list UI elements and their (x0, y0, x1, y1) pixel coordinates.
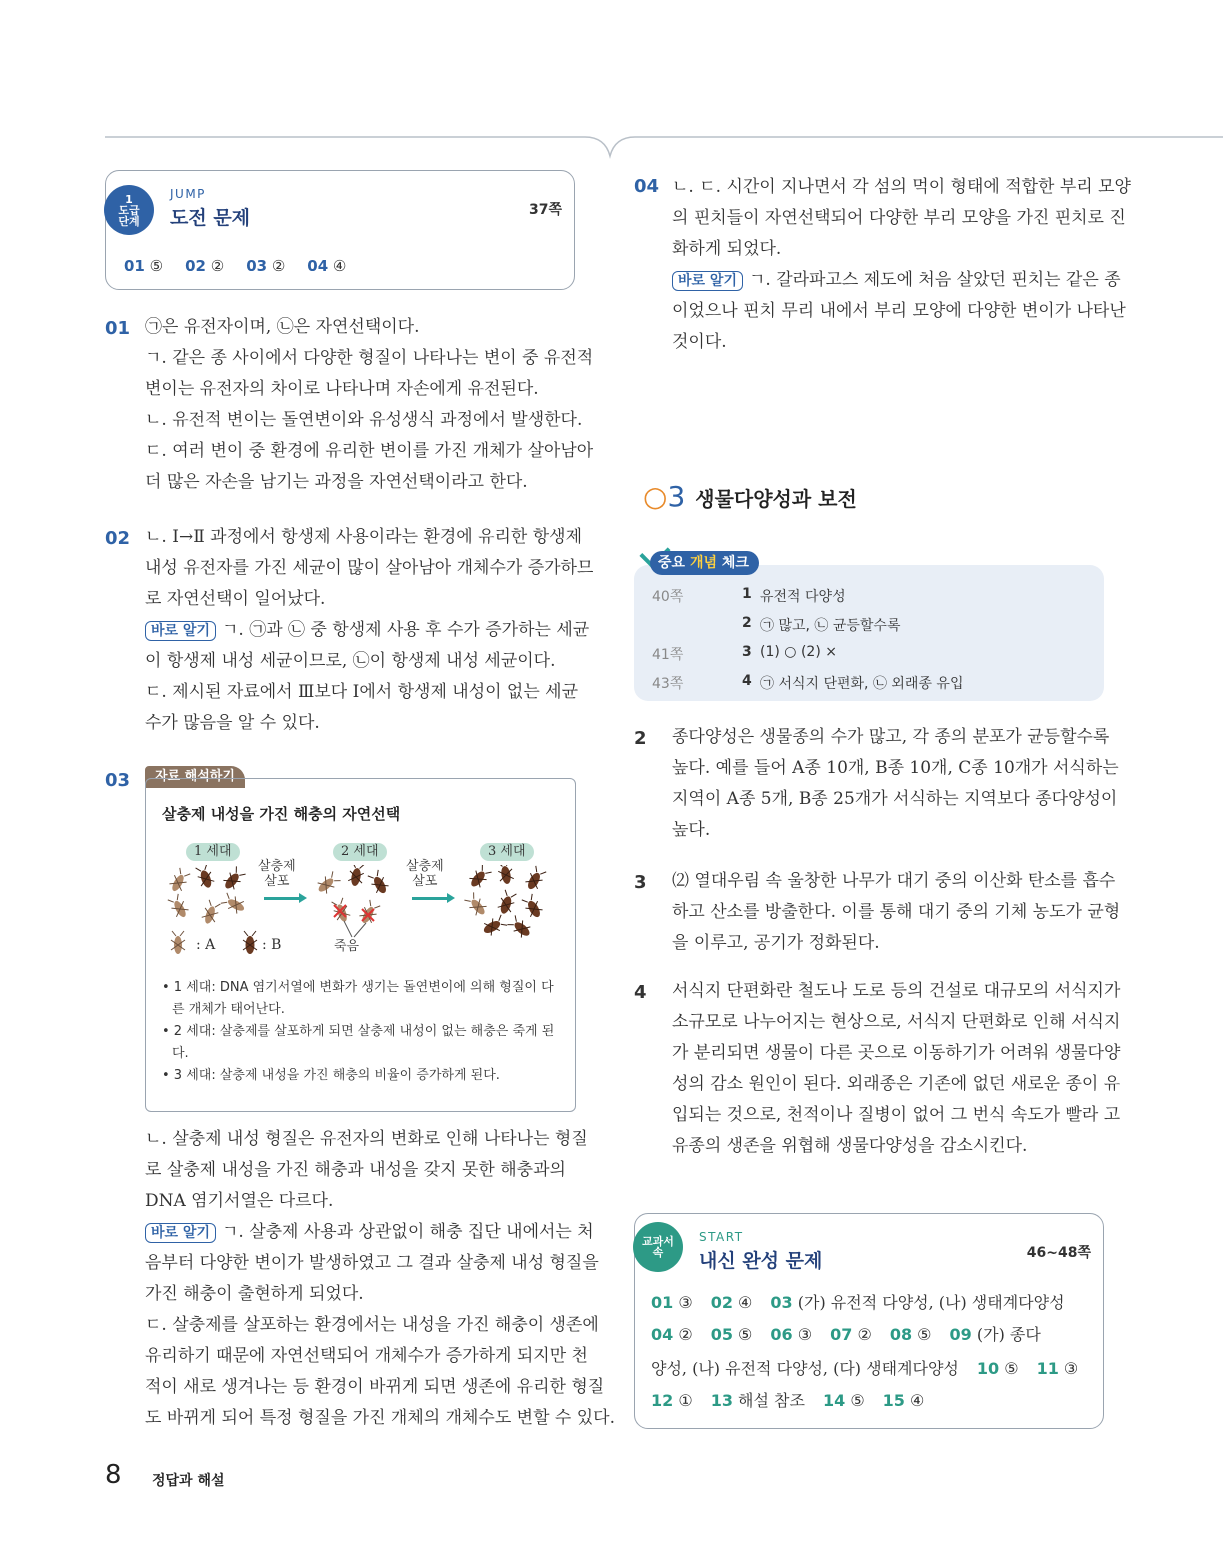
text-line: ㄷ. 여러 변이 중 환경에 유리한 변이를 가진 개체가 살아남아 (145, 441, 594, 461)
text-span: 적이 새로 생겨나는 등 환경이 바뀌게 되면 생존에 유리한 형질 (145, 1377, 605, 1397)
answer-value: ② (673, 1325, 693, 1344)
explanation-2 (672, 722, 1119, 846)
answer-number: 12 (651, 1391, 674, 1410)
top-divider (105, 136, 1223, 138)
text-line (145, 708, 577, 739)
concept-check-tag: 중요 개념 체크 (650, 551, 759, 575)
answer-number: 04 (307, 257, 329, 275)
text-line: ㉠은 유전자이며, ㉡은 자연선택이다. (145, 317, 420, 337)
text-line: 입되는 것으로, 천적이나 질병이 없어 그 번식 속도가 빨라 고 (672, 1105, 1121, 1125)
question-number: 3 (634, 872, 647, 893)
concept-row (652, 644, 1092, 664)
text-line: 성의 감소 원인이 된다. 외래종은 기존에 없던 새로운 종이 유 (672, 1074, 1121, 1094)
text-line: ㄴ. 살충제 내성 형질은 유전자의 변화로 인해 나타나는 형질 (145, 1129, 588, 1149)
answer-number: 04 (651, 1325, 674, 1344)
correction-tag: 바로 알기 (145, 621, 216, 641)
answer-row (651, 1356, 1096, 1379)
answer-value: 양성, (나) 유전적 다양성, (다) 생태계다양성 (651, 1359, 959, 1378)
text-line (145, 1310, 599, 1341)
concept-row (652, 586, 1092, 606)
answer-item (711, 1391, 805, 1410)
answer-value: ② (267, 257, 286, 275)
text-span: 이었으나 핀치 무리 내에서 부리 모양에 다양한 변이가 나타난 (672, 301, 1126, 321)
answer-item (651, 1359, 959, 1378)
answer-number: 11 (1036, 1359, 1059, 1378)
text-line: 로 살충제 내성을 가진 해충과 내성을 갖지 못한 해충과의 (145, 1160, 566, 1180)
text-span: 것이다. (672, 332, 727, 352)
text-line: DNA 염기서열은 다르다. (145, 1191, 334, 1211)
text-line: ㄴ. ㄷ. 시간이 지나면서 각 섬의 먹이 형태에 적합한 부리 모양 (672, 177, 1131, 197)
answer-value: ⑤ (732, 1325, 753, 1344)
text-line (145, 1341, 588, 1372)
text-span: 유리하기 때문에 자연선택되어 개체수가 증가하게 되지만 천 (145, 1346, 588, 1366)
question-number: 02 (105, 528, 131, 549)
data-analysis-box (145, 778, 576, 1112)
text-line (672, 265, 1121, 296)
correction-tag: 바로 알기 (145, 1223, 216, 1243)
answer-value: (가) 종다 (971, 1325, 1041, 1344)
text-line: 로 자연선택이 일어났다. (145, 589, 326, 609)
box-subtitle: JUMP (170, 187, 206, 201)
answer-number: 02 (185, 257, 206, 275)
page-reference: 37쪽 (528, 202, 562, 218)
text-line: 높다. 예를 들어 A종 10개, B종 10개, C종 10개가 서식하는 (672, 758, 1119, 778)
concept-number: 1 (742, 586, 752, 602)
answer-item (185, 257, 224, 275)
text-line: 종다양성은 생물종의 수가 많고, 각 종의 분포가 균등할수록 (672, 727, 1110, 747)
answer-value: ③ (1058, 1359, 1079, 1378)
text-line: 내성 유전자를 가진 세균이 많이 살아남아 개체수가 증가하므 (145, 558, 594, 578)
answer-value: ⑤ (999, 1359, 1019, 1378)
text-line (672, 296, 1126, 327)
text-line: 서식지 단편화란 철도나 도로 등의 건설로 대규모의 서식지가 (672, 981, 1121, 1001)
text-line: 더 많은 자손을 남기는 과정을 자연선택이라고 한다. (145, 472, 528, 492)
text-span: ㄱ. 갈라파고스 제도에 처음 살았던 핀치는 같은 종 (748, 270, 1121, 290)
text-line: 높다. (672, 820, 711, 840)
concept-number: 4 (742, 673, 752, 689)
answer-item (124, 257, 163, 275)
text-span: 가진 해충이 출현하게 되었다. (145, 1284, 364, 1304)
answer-number: 08 (889, 1325, 913, 1344)
concept-number: 2 (742, 615, 752, 631)
text-span: ㄱ. 살충제 사용과 상관없이 해충 집단 내에서는 처 (221, 1222, 594, 1242)
text-line: 을 이루고, 공기가 정화된다. (672, 933, 880, 953)
answer-number: 01 (651, 1293, 674, 1312)
answer-item (651, 1293, 693, 1312)
explanation-q01 (145, 312, 594, 498)
answer-item (770, 1325, 812, 1344)
answer-item (307, 257, 346, 275)
start-box (634, 1213, 1104, 1429)
text-line: 지역이 A종 5개, B종 25개가 서식하는 지역보다 종다양성이 (672, 789, 1118, 809)
text-span: ㄷ. 제시된 자료에서 Ⅲ보다 Ⅰ에서 항생제 내성이 없는 세균 (145, 682, 579, 702)
answer-number: 05 (710, 1325, 733, 1344)
answer-item (890, 1325, 932, 1344)
explanation-4 (672, 976, 1121, 1162)
answer-item (246, 257, 285, 275)
explanation-q04 (672, 172, 1131, 358)
text-line: 의 핀치들이 자연선택되어 다양한 부리 모양을 가진 핀치로 진 (672, 208, 1126, 228)
answer-row (651, 1290, 1083, 1313)
answer-item (651, 1325, 693, 1344)
concept-value: ㉠ 많고, ㉡ 균등할수록 (760, 618, 901, 634)
spray-label: 살충제 살포 (406, 859, 444, 889)
legend-b: : B (262, 937, 282, 953)
data-analysis-tab: 자료 해석하기 (145, 766, 245, 788)
answer-item (711, 1293, 753, 1312)
explanation-3 (672, 866, 1121, 959)
text-line: 유종의 생존을 위협해 생물다양성을 감소시킨다. (672, 1136, 1028, 1156)
concept-value: (1) ○ (2) × (760, 644, 837, 660)
page-number: 8 (105, 1460, 122, 1490)
answer-number: 13 (710, 1391, 733, 1410)
concept-value: ㉠ 서식지 단편화, ㉡ 외래종 유입 (760, 676, 964, 692)
answer-value: ⑤ (845, 1391, 865, 1410)
text-span: 도 바뀌게 되어 특정 형질을 가진 개체의 개체수도 변할 수 있다. (145, 1408, 615, 1428)
question-number: 4 (634, 982, 647, 1003)
jump-challenge-box (105, 170, 575, 290)
insect-illustration (166, 865, 556, 955)
text-line (145, 1217, 594, 1248)
generation-3-label: 3 세대 (480, 843, 534, 861)
answer-item (651, 1391, 693, 1410)
answer-row (124, 257, 368, 275)
page-ref: 43쪽 (652, 676, 684, 692)
text-line: 가 분리되면 생물이 다른 곳으로 이동하기가 어려워 생물다양 (672, 1043, 1121, 1063)
answer-row (651, 1388, 942, 1411)
answer-number: 10 (976, 1359, 1000, 1378)
answer-number: 14 (822, 1391, 846, 1410)
generation-1-label: 1 세대 (186, 843, 240, 861)
footer-label: 정답과 해설 (152, 1473, 225, 1489)
box-title: 도전 문제 (170, 207, 251, 229)
text-line: 변이는 유전자의 차이로 나타나며 자손에게 유전된다. (145, 379, 539, 399)
page-ref: 40쪽 (652, 589, 684, 605)
bullet-item: • 3 세대: 살충제 내성을 가진 해충의 비율이 증가하게 된다. (162, 1068, 500, 1083)
correction-tag: 바로 알기 (672, 271, 743, 291)
answer-item (770, 1293, 1064, 1312)
answer-number: 07 (830, 1325, 853, 1344)
answer-value: ④ (328, 257, 347, 275)
text-line: ㄱ. 같은 종 사이에서 다양한 형질이 나타나는 변이 중 유전적 (145, 348, 594, 368)
page-ref: 41쪽 (652, 647, 684, 663)
concept-value: 유전적 다양성 (760, 589, 846, 605)
text-line: 소규모로 나누어지는 현상으로, 서식지 단편화로 인해 서식지 (672, 1012, 1121, 1032)
concept-row (652, 673, 1092, 693)
generation-2-label: 2 세대 (333, 843, 387, 861)
text-line (145, 1403, 615, 1434)
box-subtitle: START (699, 1230, 744, 1244)
answer-value: ① (673, 1391, 693, 1410)
answer-number: 01 (124, 257, 145, 275)
answer-value: ② (852, 1325, 872, 1344)
section-heading: ○3 생물다양성과 보전 (643, 480, 857, 513)
bullet-item: • 2 세대: 살충제를 살포하게 되면 살충제 내성이 없는 해충은 죽게 된다. (162, 1024, 555, 1061)
text-line: 화하게 되었다. (672, 239, 782, 259)
answer-row (651, 1322, 1059, 1345)
concept-number: 3 (742, 644, 752, 660)
text-line (672, 327, 1106, 358)
spray-label: 살충제 살포 (258, 859, 296, 889)
page-reference: 46~48쪽 (1026, 1245, 1091, 1261)
text-line: 하고 산소를 방출한다. 이를 통해 대기 중의 기체 농도가 균형 (672, 902, 1121, 922)
text-span: ㄱ. ㉠과 ㉡ 중 항생제 사용 후 수가 증가하는 세균 (221, 620, 590, 640)
answer-item (823, 1391, 865, 1410)
answer-value: ⑤ (144, 257, 164, 275)
death-label: 죽음 (334, 939, 360, 954)
text-span: 이 항생제 내성 세균이므로, ㉡이 항생제 내성 세균이다. (145, 651, 556, 671)
answer-item (883, 1391, 925, 1410)
answer-item (711, 1325, 753, 1344)
explanation-q02 (145, 522, 594, 739)
text-line (145, 1248, 599, 1279)
answer-value: ④ (732, 1293, 753, 1312)
question-number: 2 (634, 728, 647, 749)
level-badge: 1 도급 단계 (104, 185, 154, 235)
text-span: ㄷ. 살충제를 살포하는 환경에서는 내성을 가진 해충이 생존에 (145, 1315, 599, 1335)
concept-row (652, 615, 1092, 635)
text-line (145, 1279, 577, 1310)
box-title: 내신 완성 문제 (699, 1250, 823, 1272)
answer-number: 03 (246, 257, 268, 275)
answer-number: 09 (949, 1325, 972, 1344)
answer-number: 06 (770, 1325, 793, 1344)
answer-value: ④ (904, 1391, 925, 1410)
answer-number: 03 (770, 1293, 793, 1312)
data-title: 살충제 내성을 가진 해충의 자연선택 (162, 805, 401, 823)
data-bullets (162, 977, 562, 1087)
text-line: ⑵ 열대우림 속 울창한 나무가 대기 중의 이산화 탄소를 흡수 (672, 871, 1116, 891)
bullet-item: • 1 세대: DNA 염기서열에 변화가 생기는 돌연변이에 의해 형질이 다른 개체가 태어난다. (162, 980, 554, 1017)
question-number: 03 (105, 770, 131, 791)
question-number: 01 (105, 318, 131, 339)
answer-item (977, 1359, 1019, 1378)
text-span: 수가 많음을 알 수 있다. (145, 713, 320, 733)
answer-item (830, 1325, 872, 1344)
question-number: 04 (634, 176, 660, 197)
answer-number: 02 (710, 1293, 733, 1312)
text-line (145, 677, 577, 708)
text-span: 음부터 다양한 변이가 발생하였고 그 결과 살충제 내성 형질을 (145, 1253, 599, 1273)
legend-a: : A (196, 937, 216, 953)
answer-number: 15 (882, 1391, 905, 1410)
text-line: ㄴ. 유전적 변이는 돌연변이와 유성생식 과정에서 발생한다. (145, 410, 583, 430)
answer-item (1037, 1359, 1079, 1378)
text-line: ㄴ. Ⅰ→Ⅱ 과정에서 항생제 사용이라는 환경에 유리한 항생제 (145, 527, 583, 547)
answer-value: ② (205, 257, 225, 275)
answer-value: (가) 유전적 다양성, (나) 생태계다양성 (792, 1293, 1065, 1312)
text-line (145, 646, 577, 677)
answer-value: 해설 참조 (732, 1391, 805, 1410)
text-line (145, 615, 590, 646)
answer-item (950, 1325, 1041, 1344)
answer-value: ③ (673, 1293, 693, 1312)
textbook-badge: 교과서 속 (633, 1222, 683, 1272)
answer-value: ⑤ (912, 1325, 932, 1344)
answer-value: ③ (792, 1325, 813, 1344)
explanation-q03 (145, 1124, 615, 1434)
text-line (145, 1372, 605, 1403)
